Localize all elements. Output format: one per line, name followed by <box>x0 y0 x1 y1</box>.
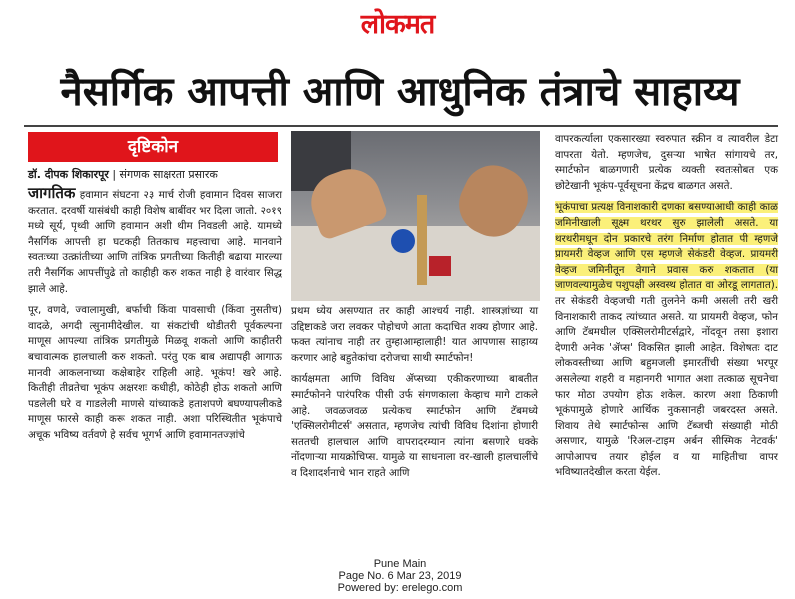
masthead-text: लोकमत <box>360 9 435 40</box>
headline: नैसर्गिक आपत्ती आणि आधुनिक तंत्राचे साहाय्य <box>60 69 740 115</box>
paragraph <box>555 200 778 481</box>
column-3 <box>555 132 778 487</box>
author-name: डॉ. दीपक शिकारपूर <box>28 168 109 181</box>
powered-by: Powered by: erelego.com <box>337 582 463 594</box>
column-2 <box>291 304 538 488</box>
page-date: Page No. 6 Mar 23, 2019 <box>338 570 462 582</box>
photo-ball <box>391 229 415 253</box>
masthead-logo <box>0 4 795 41</box>
paragraph: कार्यक्षमता आणि विविध ॲप्सच्या एकीकरणाच्या बाबतीत स्मार्टफोनने पारंपरिक पीसी उर्फ संगणकाला केव्हाच मागे टाकले आहे. जवळजवळ प्रत्येकच स्मार्टफोन आणि टॅबमध्ये 'एक्सिलरोमीटर्स' असतात, म्हणजेच त्यांची विविध दिशांना होणारी सततची हालचाल आणि वापरादरम्यान त्यांना बसणारे धक्के नोंदणाऱ्या मायक्रोचिप्स. यामुळे या साधनाला वर-खाली हालचालींचे व दिशादर्शनाचे भान राहते आणि <box>291 373 538 479</box>
photo-stick <box>417 195 427 285</box>
highlighted-text: भूकंपाचा प्रत्यक्ष विनाशकारी दणका बसण्याआधी काही काळ जमिनीखाली सूक्ष्म थरथर सुरु झालेली असते. या थरथरीमधून दोन प्रकारचे तरंग निर्माण होतात पी म्हणजे प्रायमरी वेव्हज आणि एस म्हणजे सेकंडरी वेव्हज. प्रायमरी वेव्हज जमिनीतून वेगाने प्रवास करु शकतात (या जाणवल्यामुळेच पशुपक्षी अस्वस्थ होतात वा ओरडू लागतात). <box>555 201 778 292</box>
paragraph-text: तर सेकंडरी वेव्हजची गती तुलनेने कमी असली तरी खरी विनाशकारी ताकद त्यांच्यात असते. या प्रायमरी वेव्हज, फोन आणि टॅबमधील एक्सिलरोमीटर्सद्वारे, नोंदवून तसा इशारा देणारी अनेक 'ॲप्स' विकसित झाली आहेत. विशेषतः दाट लोकवस्तीच्या आणि बहुमजली इमारतींची संख्या भरपूर असलेल्या शहरी व महानगरी भागात अशा तत्काळ सूचनेचा फार मोठा उपयोग होऊ शकेल. कारण अशा ठिकाणी भूकंपामुळे होणारे आर्थिक नुकसानही जबरदस्त असते. शिवाय तेथे स्मार्टफोन्स आणि टॅब्जची संख्याही मोठी असणार, यामुळे 'रिअल-टाइम अर्बन सीस्मिक नेटवर्क' आपोआपच तयार होईल व या माहितीचा वापर भविष्यातदेखील करता येईल. <box>555 294 778 479</box>
article-photo <box>291 131 540 301</box>
divider <box>24 125 778 127</box>
paragraph <box>28 186 282 297</box>
byline <box>28 167 288 183</box>
paragraph: वापरकर्त्याला एकसारख्या स्वरुपात स्क्रीन व त्यावरील डेटा वापरता येतो. म्हणजेच, दुसऱ्या भाषेत सांगायचे तर, स्मार्टफोन बाळगणारी प्रत्येक व्यक्ती स्वतःसोबत एक छोटेखानी भूकंप-पूर्वसूचना केंद्रच बाळगत असते. <box>555 133 778 192</box>
author-role: संगणक साक्षरता प्रसारक <box>119 168 218 181</box>
section-heading: दृष्टिकोन <box>28 132 278 162</box>
photo-device <box>429 256 451 276</box>
byline-separator: | <box>112 168 120 181</box>
page-footer <box>300 558 500 594</box>
paragraph: पूर, वणवे, ज्वालामुखी, बर्फाची किंवा पावसाची (किंवा नुसतीच) वादळे, अगदी त्सुनामीदेखील. या संकटांची थोडीतरी पूर्वकल्पना माणूस आपल्या तांत्रिक प्रगतीमुळे मिळवू शकतो आणि काहीतरी बचावात्मक हालचाली करु शकतो. परंतु एक बाब अद्यापही आगाऊ मानवी आकलनाच्या कक्षेबाहेर राहिली आहे. भूकंप! खरे आहे. कितीही तीव्रतेचा भूकंप अक्षरशः कधीही, कोठेही होऊ शकतो आणि पडलेली घरे व गाडलेली माणसे यांच्याकडे हताशपणे बघण्यापलीकडे माणूस फारसे काही करू शकत नाही. अशा परिस्थितीत भूकंपाचे अचूक भविष्य वर्तवणे हे सर्वच भूगर्भ आणि हवामानतज्ज्ञांचे <box>28 304 282 441</box>
lead-word: जागतिक <box>28 184 76 202</box>
edition: Pune Main <box>373 558 427 570</box>
column-1 <box>28 186 282 450</box>
paragraph: प्रथम ध्येय असण्यात तर काही आश्चर्य नाही. शास्त्रज्ञांच्या या उद्दिष्टाकडे जरा लवकर पोहोचणे आता कदाचित शक्य होणार आहे. फक्त त्यांनाच नाही तर तुम्हाआम्हालाही! यात आपणास साहाय्य करणार आहे बहुतेकांचा दरोजचा साथी स्मार्टफोन! <box>291 305 538 364</box>
paragraph-text: हवामान संघटना २३ मार्च रोजी हवामान दिवस साजरा करतात. दरवर्षी यासंबंधी काही विशेष बाबींवर भर दिला जातो. २०१९ मध्ये सूर्य, पृथ्वी आणि हवामान अशी थीम निवडली आहे. यामध्ये नैसर्गिक आपत्ती हा घटकही तितकाच महत्त्वाचा आहे. मानवाने स्वतःच्या उत्क्रांतीच्या आणि तांत्रिक प्रगतीच्या कितीही बढाया मारल्या तरी नैसर्गिक आपत्तींपुढे तो काहीही करु शकत नाही हे वारंवार सिद्ध झाले आहे. <box>28 189 282 295</box>
